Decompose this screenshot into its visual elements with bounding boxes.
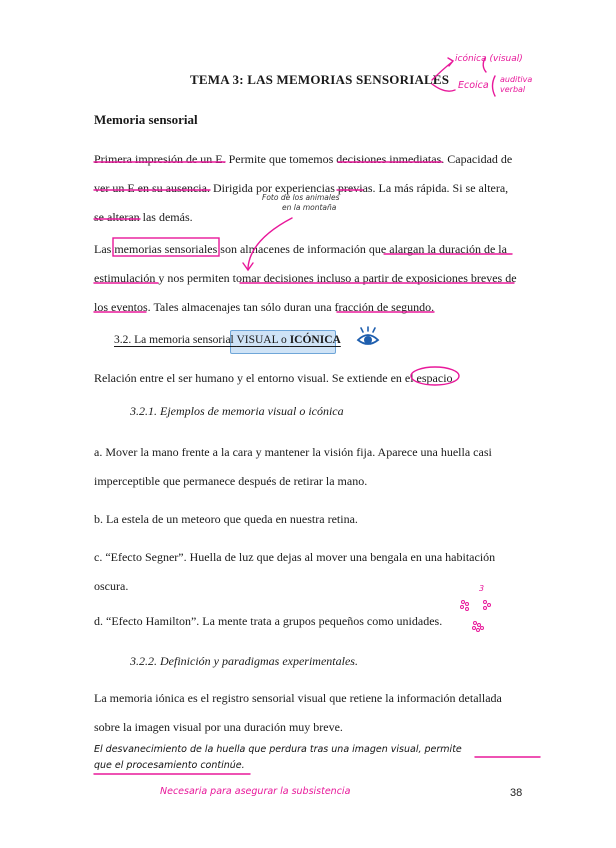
example-c-line: oscura. bbox=[94, 579, 129, 593]
paragraph-2-line: los eventos. Tales almacenajes tan sólo duran una fracción de segundo. bbox=[94, 300, 435, 314]
note-arrow bbox=[248, 218, 292, 268]
paragraph-2-line: estimulación y nos permiten tomar decisiones incluso a partir de exposiciones breves de bbox=[94, 271, 517, 285]
subsection-3-2-2: 3.2.2. Definición y paradigmas experimentales. bbox=[130, 654, 358, 668]
section-heading: Memoria sensorial bbox=[94, 112, 198, 127]
annotation-arrow bbox=[432, 84, 455, 91]
annotation-ecoica: Ecoica bbox=[458, 80, 489, 91]
page-title: TEMA 3: LAS MEMORIAS SENSORIALES bbox=[190, 72, 450, 87]
example-b: b. La estela de un meteoro que queda en nuestra retina. bbox=[94, 512, 358, 526]
margin-note-line: en la montaña bbox=[282, 203, 337, 212]
handwritten-note-1: El desvanecimiento de la huella que perdura tras una imagen visual, permite bbox=[94, 744, 462, 755]
annotation-arrow bbox=[432, 62, 452, 80]
annotation-ecoica-detail-1: auditiva bbox=[500, 75, 533, 84]
paragraph-3: Relación entre el ser humano y el entorno visual. Se extiende en el espacio. bbox=[94, 371, 456, 385]
example-a-line: a. Mover la mano frente a la cara y mantener la visión fija. Aparece una huella casi bbox=[94, 445, 492, 459]
annotation-bracket bbox=[483, 58, 486, 72]
paragraph-4-line: sobre la imagen visual por una duración muy breve. bbox=[94, 720, 343, 734]
page-number: 38 bbox=[510, 787, 523, 799]
handwritten-note-2: que el procesamiento continúe. bbox=[94, 760, 245, 771]
paragraph-4-line: La memoria iónica es el registro sensorial visual que retiene la información detallada bbox=[94, 691, 502, 705]
paragraph-1-line: se alteran las demás. bbox=[94, 210, 193, 224]
circle-mark bbox=[411, 367, 459, 385]
margin-number: 3 bbox=[479, 584, 485, 593]
example-a-line: imperceptible que permanece después de retirar la mano. bbox=[94, 474, 368, 488]
subsection-prefix: 3.2. La memoria sensorial bbox=[114, 334, 237, 346]
example-d: d. “Efecto Hamilton”. La mente trata a grupos pequeños como unidades. bbox=[94, 614, 443, 628]
handwritten-note-3: Necesaria para asegurar la subsistencia bbox=[160, 786, 351, 797]
annotation-bracket bbox=[493, 76, 496, 96]
paragraph-2-line: Las memorias sensoriales son almacenes de información que alargan la duración de la bbox=[94, 242, 507, 256]
example-c-line: c. “Efecto Segner”. Huella de luz que dejas al mover una bengala en una habitación bbox=[94, 550, 496, 564]
paragraph-1-line: Primera impresión de un E. Permite que tomemos decisiones inmediatas. Capacidad de bbox=[94, 152, 513, 166]
subsection-3-2-1: 3.2.1. Ejemplos de memoria visual o icónica bbox=[130, 404, 344, 418]
subsection-visual: VISUAL o bbox=[236, 334, 290, 346]
annotation-iconica: icónica (visual) bbox=[455, 54, 523, 64]
circle-mark bbox=[113, 238, 219, 256]
subsection-iconica: ICÓNICA bbox=[289, 334, 341, 346]
margin-note-line: Foto de los animales bbox=[262, 193, 340, 202]
annotation-ecoica-detail-2: verbal bbox=[500, 85, 526, 94]
paragraph-1-line: ver un E en su ausencia. Dirigida por experiencias previas. La más rápida. Si se altera, bbox=[94, 181, 509, 195]
